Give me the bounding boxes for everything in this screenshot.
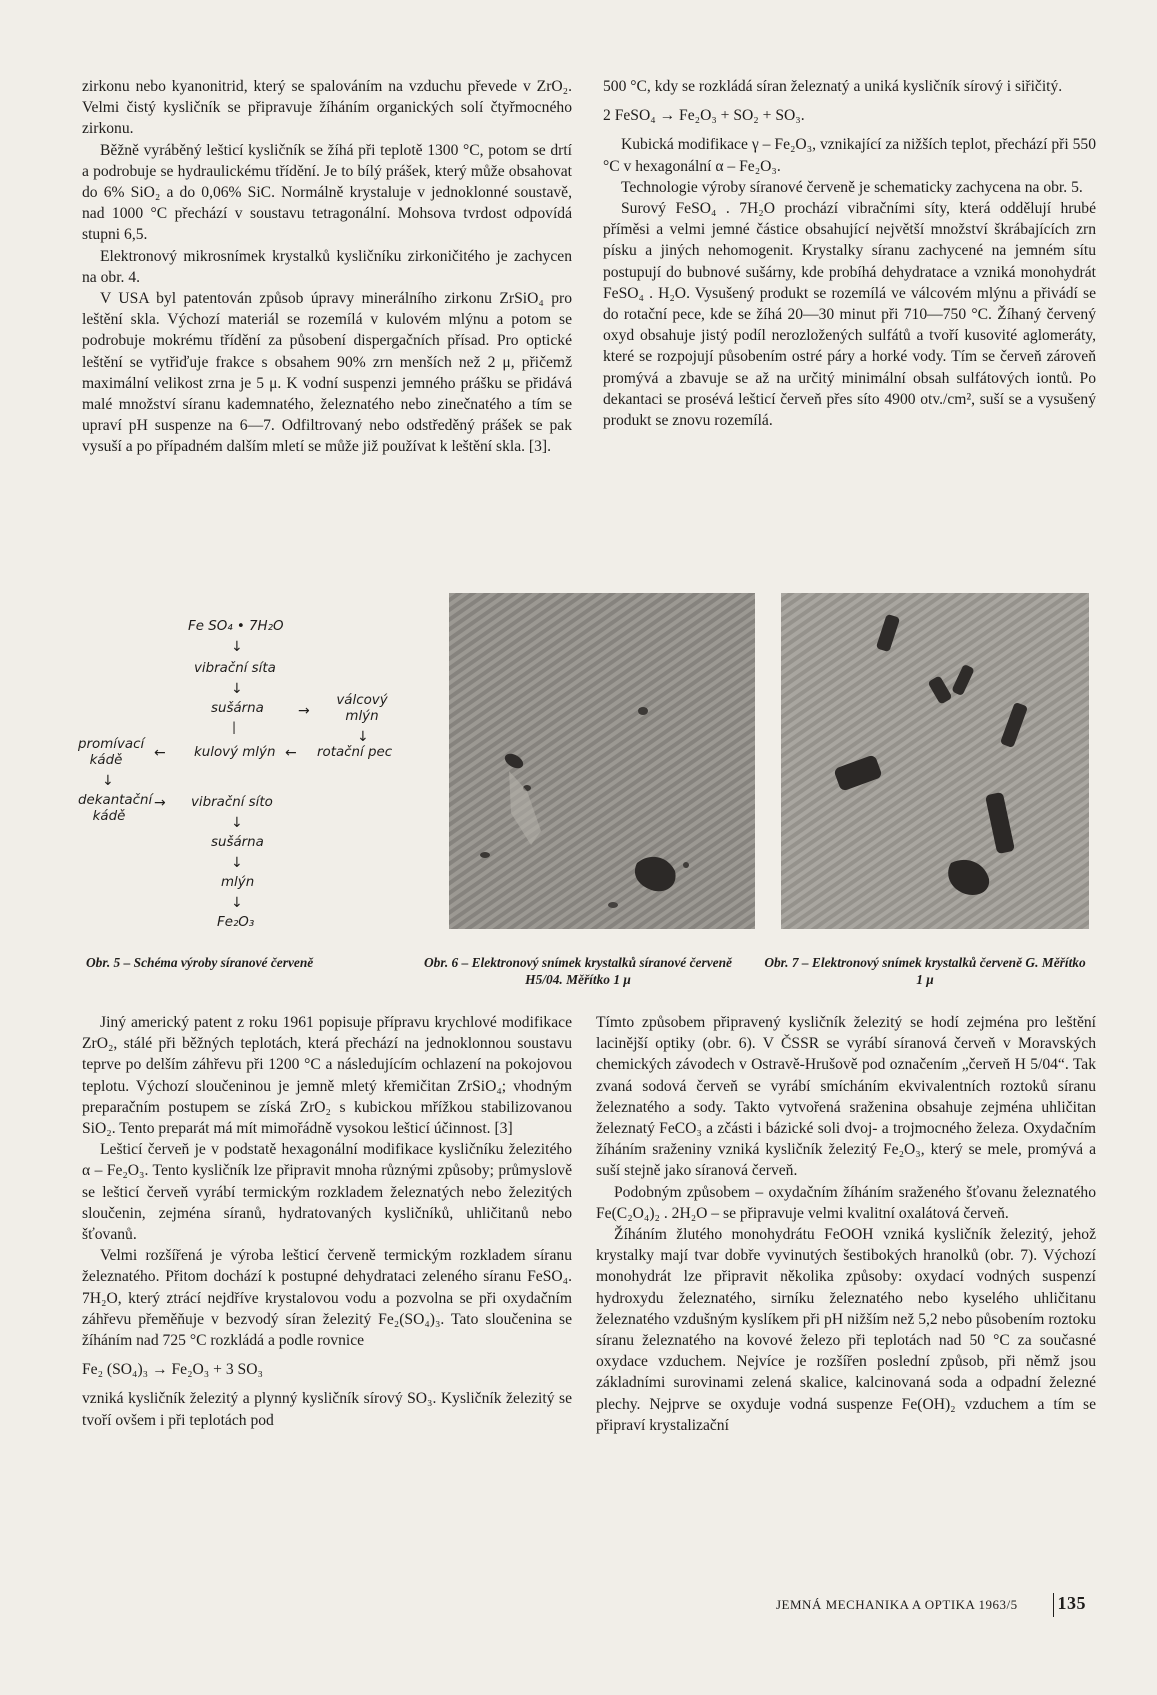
paragraph: Elektronový mikrosnímek krystalků kysličníku zirkoničitého je zachycen na obr. 4.: [82, 247, 572, 286]
arrow-down-icon: ↓: [231, 855, 243, 871]
production-scheme-diagram: [80, 615, 420, 945]
journal-name: JEMNÁ MECHANIKA A OPTIKA 1963/5: [776, 1597, 1018, 1612]
paragraph: Surový FeSO₄ . 7H₂O prochází vibračními síty, která oddělují hrubé příměsi a velmi jemné částice obsahující největší množství škrábajících zrn písku a jiných nehomogenit. Krystalky síranu zachycené na jemném sítu postupují do bubnové sušárny, kde probíhá dehydratace a vzniká monohydrát FeSO₄ . H₂O. Vysušený produkt se rozemílá ve válcovém mlýnu a přivádí se do rotační pece, kde se žíhá 20—30 minut při 710—750 °C. Žíhaný červený oxyd obsahuje jistý podíl nerozložených sulfátů a tvoří kusovité aglomeráty, které se rozpojují působením ostré páry a horké vody. Tím se červeň zároveň promývá a zbavuje se až na určitý minimální obsah sulfátových iontů. Po dekantaci se prosévá lešticí červeň přes síto 4900 otv./cm², suší se a vysušený produkt se znovu rozemílá.: [603, 200, 1096, 430]
node-susarna-2: sušárna: [211, 835, 264, 850]
node-kulovy-mlyn: kulový mlýn: [194, 745, 276, 760]
text-column-bottom-left: [82, 1012, 572, 1431]
arrow-down-icon: ↓: [231, 815, 243, 831]
arrow-down-icon: ↓: [102, 773, 114, 789]
paragraph: Žíháním žlutého monohydrátu FeOOH vzniká kysličník železitý, jehož krystalky mají tvar dobře vyvinutých šestibokých hranolků (obr. 7). Výchozí monohydrát lze připravit několika způsoby: oxydací vodných suspenzí hydroxydu železnatého, sirníku železnatého nebo kyselého uhličitanu železnatého vzdušným kyslíkem při pH nižším než 5,2 nebo působením roztoku síranu železnatého na kovové železo při teplotách nad 50 °C za současné oxydace vzduchem. Nejvíce je rozšířen poslední způsob, při němž jsou základními surovinami zelená skalice, kalcinovaná soda a odpadní železné plechy. Nejprve se oxyduje vodná suspenze Fe(OH)₂ vzduchem a tím se připraví krystalizační: [596, 1226, 1096, 1434]
arrow-down-icon: ↓: [357, 729, 369, 745]
paragraph: Technologie výroby síranové červeně je schematicky zachycena na obr. 5.: [621, 178, 1083, 196]
paragraph: Tímto způsobem připravený kysličník železitý se hodí zejména pro leštění lacinější optiky (obr. 6). V ČSSR se vyrábí síranová červeň v Moravských chemických závodech v Ostravě-Hrušově pod označením „červeň H 5/04“. Tak zvaná sodová červeň se vyrábí smícháním ekvivalentních roztoků síranu železnatého a sody. Takto vytvořená sraženina obsahuje zejména uhličitan železnatý FeCO₃ a zčásti i bázické soli dvoj- a trojmocného železa. Oxydačním žíháním sraženiny vzniká kysličník železitý Fe₂O₃, který se mele, promývá a suší stejně jako síranová červeň.: [596, 1014, 1096, 1180]
node-rotacni-pec: rotační pec: [317, 745, 393, 760]
paragraph: zirkonu nebo kyanonitrid, který se spalováním na vzduchu převede v ZrO₂. Velmi čistý kysličník se připravuje žíháním organických solí čtyřmocného zirkonu.: [82, 78, 572, 138]
text-column-top-right: [603, 76, 1096, 431]
paragraph: 500 °C, kdy se rozkládá síran železnatý a uniká kysličník sírový i siřičitý.: [603, 78, 1063, 95]
page-footer: [776, 1593, 1086, 1613]
text-column-bottom-right: [596, 1012, 1096, 1436]
node-dekantacni-kade: dekantační kádě: [78, 793, 153, 824]
node-mlyn: mlýn: [221, 875, 255, 890]
node-feso4: Fe SO₄ • 7H₂O: [188, 619, 284, 634]
arrow-left-icon: ←: [154, 745, 166, 761]
paragraph: Kubická modifikace γ – Fe₂O₃, vznikající za nižších teplot, přechází při 550 °C v hexagonální α – Fe₂O₃.: [603, 136, 1096, 175]
paragraph: Jiný americký patent z roku 1961 popisuje přípravu krychlové modifikace ZrO₂, stálé při běžných teplotách, která přechází na jednoklonnou soustavu teprve po delším záhřevu při 1200 °C a následujícím ochlazení na pokojovou teplotu. Výchozí sloučeninou je jemně mletý křemičitan ZrSiO₄; vhodným preparačním postupem se získá ZrO₂ s kubickou mřížkou stabilizovanou SiO₂. Tento preparát má mít mimořádně vysokou lešticí účinnost. [3]: [82, 1014, 572, 1138]
paragraph: vzniká kysličník železitý a plynný kysličník sírový SO₃. Kysličník železitý se tvoří ovšem i při teplotách pod: [82, 1390, 572, 1429]
paragraph: Velmi rozšířená je výroba lešticí červeně termickým rozkladem síranu železnatého. Přitom dochází k postupné dehydrataci zeleného síranu FeSO₄. 7H₂O, který ztrácí nejdříve krystalovou vodu a pozvolna se při oxydačním záhřevu přeměňuje v bezvodý síran železitý Fe₂(SO₄)₃. Tato sloučenina se žíháním nad 725 °C rozkládá a podle rovnice: [82, 1247, 572, 1350]
caption-obr5: Obr. 5 – Schéma výroby síranové červeně: [86, 955, 314, 970]
equation: 2 FeSO₄ → Fe₂O₃ + SO₂ + SO₃.: [603, 107, 805, 125]
arrow-left-icon: ←: [285, 745, 297, 761]
node-vibracni-sita: vibrační síta: [194, 661, 276, 676]
connector-line-icon: |: [232, 720, 237, 734]
text-column-top-left: [82, 76, 572, 458]
footer-divider: [1053, 1593, 1054, 1617]
page-number: 135: [1057, 1593, 1086, 1613]
arrow-down-icon: ↓: [231, 639, 243, 655]
arrow-down-icon: ↓: [231, 681, 243, 697]
equation: Fe₂ (SO₄)₃ → Fe₂O₃ + 3 SO₃: [82, 1361, 263, 1379]
arrow-down-icon: ↓: [231, 895, 243, 911]
paragraph: V USA byl patentován způsob úpravy minerálního zirkonu ZrSiO₄ pro leštění skla. Výchozí materiál se rozemílá v kulovém mlýnu a potom se podrobuje mokrému třídění za působení dispergačních přísad. Pro optické leštění se vytřiďuje frakce s obsahem 90% zrn menších než 2 μ, přičemž maximální velikost zrna je 5 μ. K vodní suspenzi jemného prášku se přidává malé množství síranu kademnatého, železnatého nebo zinečnatého a tím se upraví pH suspenze na 6—7. Odfiltrovaný nebo odstředěný prášek se pak vysuší a po případném dalším mletí se může již používat k leštění skla. [3].: [82, 290, 572, 456]
node-vibracni-sito: vibrační síto: [191, 795, 273, 810]
arrow-right-icon: →: [298, 703, 310, 719]
caption-obr7: Obr. 7 – Elektronový snímek krystalků červeně G. Měřítko 1 μ: [764, 955, 1086, 987]
node-valcovy-mlyn: válcový mlýn: [336, 693, 388, 724]
electron-micrograph-obr6: [449, 593, 755, 929]
node-fe2o3: Fe₂O₃: [217, 915, 255, 930]
node-susarna-1: sušárna: [211, 701, 264, 716]
caption-obr6: Obr. 6 – Elektronový snímek krystalků síranové červeně H5/04. Měřítko 1 μ: [424, 955, 732, 987]
electron-micrograph-obr7: [781, 593, 1089, 929]
paragraph: Běžně vyráběný lešticí kysličník se žíhá při teplotě 1300 °C, potom se drtí a podrobuje se hydraulickému třídění. Je to bílý prášek, který může obsahovat do 6% SiO₂ a do 0,06% SiC. Normálně krystaluje v jednoklonné soustavě, nad 1000 °C přechází v soustavu tetragonální. Mohsova tvrdost odpovídá stupni 6,5.: [82, 141, 572, 244]
arrow-right-icon: →: [154, 795, 166, 811]
node-promivaci-kade: promívací kádě: [78, 737, 145, 768]
paragraph: Podobným způsobem – oxydačním žíháním sraženého šťovanu železnatého Fe(C₂O₄)₂ . 2H₂O – se připravuje velmi kvalitní oxalátová červeň.: [596, 1183, 1096, 1222]
paragraph: Lešticí červeň je v podstatě hexagonální modifikace kysličníku železitého α – Fe₂O₃. Tento kysličník lze připravit mnoha různými způsoby; průmyslově se lešticí červeň vyrábí termickým rozkladem železnatých nebo železitých sloučenin, zejména síranů, hydratovaných kysličníků, uhličitanů nebo šťovanů.: [82, 1141, 572, 1244]
